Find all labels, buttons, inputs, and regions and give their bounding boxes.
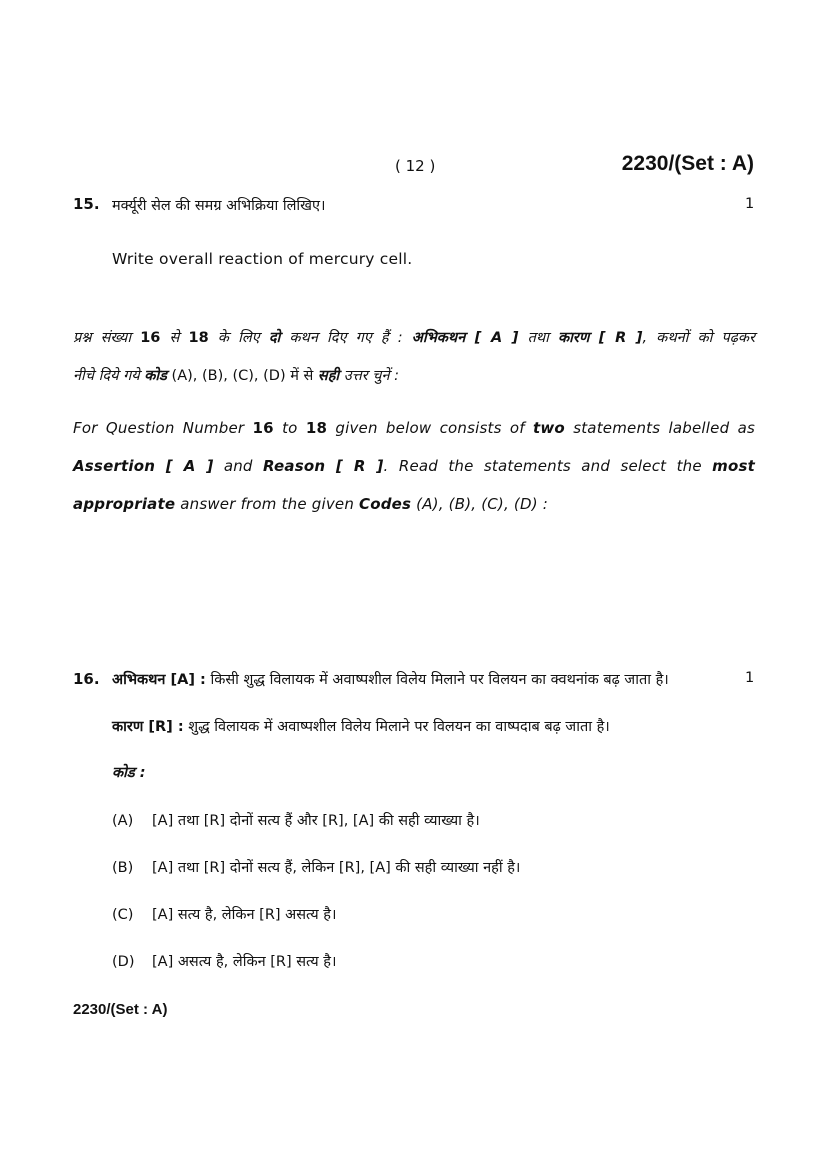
question-15-hindi: मर्क्यूरी सेल की समग्र अभिक्रिया लिखिए। — [112, 198, 326, 214]
option-b: (B) [A] तथा [R] दोनों सत्य हैं, लेकिन [R], [A] की सही व्याख्या नहीं है। — [112, 860, 521, 876]
question-16-reason: कारण [R] : शुद्ध विलायक में अवाष्पशील विलेय मिलाने पर विलयन का वाष्पदाब बढ़ जाता है। — [112, 719, 610, 735]
question-16-code-label: कोड : — [112, 765, 146, 781]
instruction-english-line-1: For Question Number 16 to 18 given below consists of two statements labelled as — [73, 419, 755, 437]
question-16-marks: 1 — [745, 670, 755, 686]
question-15-marks: 1 — [745, 196, 755, 212]
option-a: (A) [A] तथा [R] दोनों सत्य हैं और [R], [A] की सही व्याख्या है। — [112, 813, 480, 829]
instruction-hindi-line-1: प्रश्न संख्या 16 से 18 के लिए दो कथन दिए गए हैं : अभिकथन [ A ] तथा कारण [ R ], कथनों को पढ़कर — [73, 330, 756, 346]
option-d: (D) [A] असत्य है, लेकिन [R] सत्य है। — [112, 954, 337, 970]
set-code-footer: 2230/(Set : A) — [73, 1001, 168, 1018]
option-c: (C) [A] सत्य है, लेकिन [R] असत्य है। — [112, 907, 337, 923]
question-16-assertion: अभिकथन [A] : किसी शुद्ध विलायक में अवाष्पशील विलेय मिलाने पर विलयन का क्वथनांक बढ़ जाता है। — [112, 672, 669, 688]
instruction-english-line-2: Assertion [ A ] and Reason [ R ]. Read the statements and select the most — [73, 457, 755, 475]
instruction-english-line-3: appropriate answer from the given Codes (A), (B), (C), (D) : — [73, 495, 548, 513]
question-15-english: Write overall reaction of mercury cell. — [112, 250, 413, 268]
question-16-number: 16. — [73, 670, 100, 688]
set-code-header: 2230/(Set : A) — [621, 152, 754, 175]
question-15-number: 15. — [73, 195, 100, 213]
instruction-hindi-line-2: नीचे दिये गये कोड (A), (B), (C), (D) में से सही उत्तर चुनें : — [73, 368, 400, 384]
page-number: ( 12 ) — [395, 157, 436, 175]
